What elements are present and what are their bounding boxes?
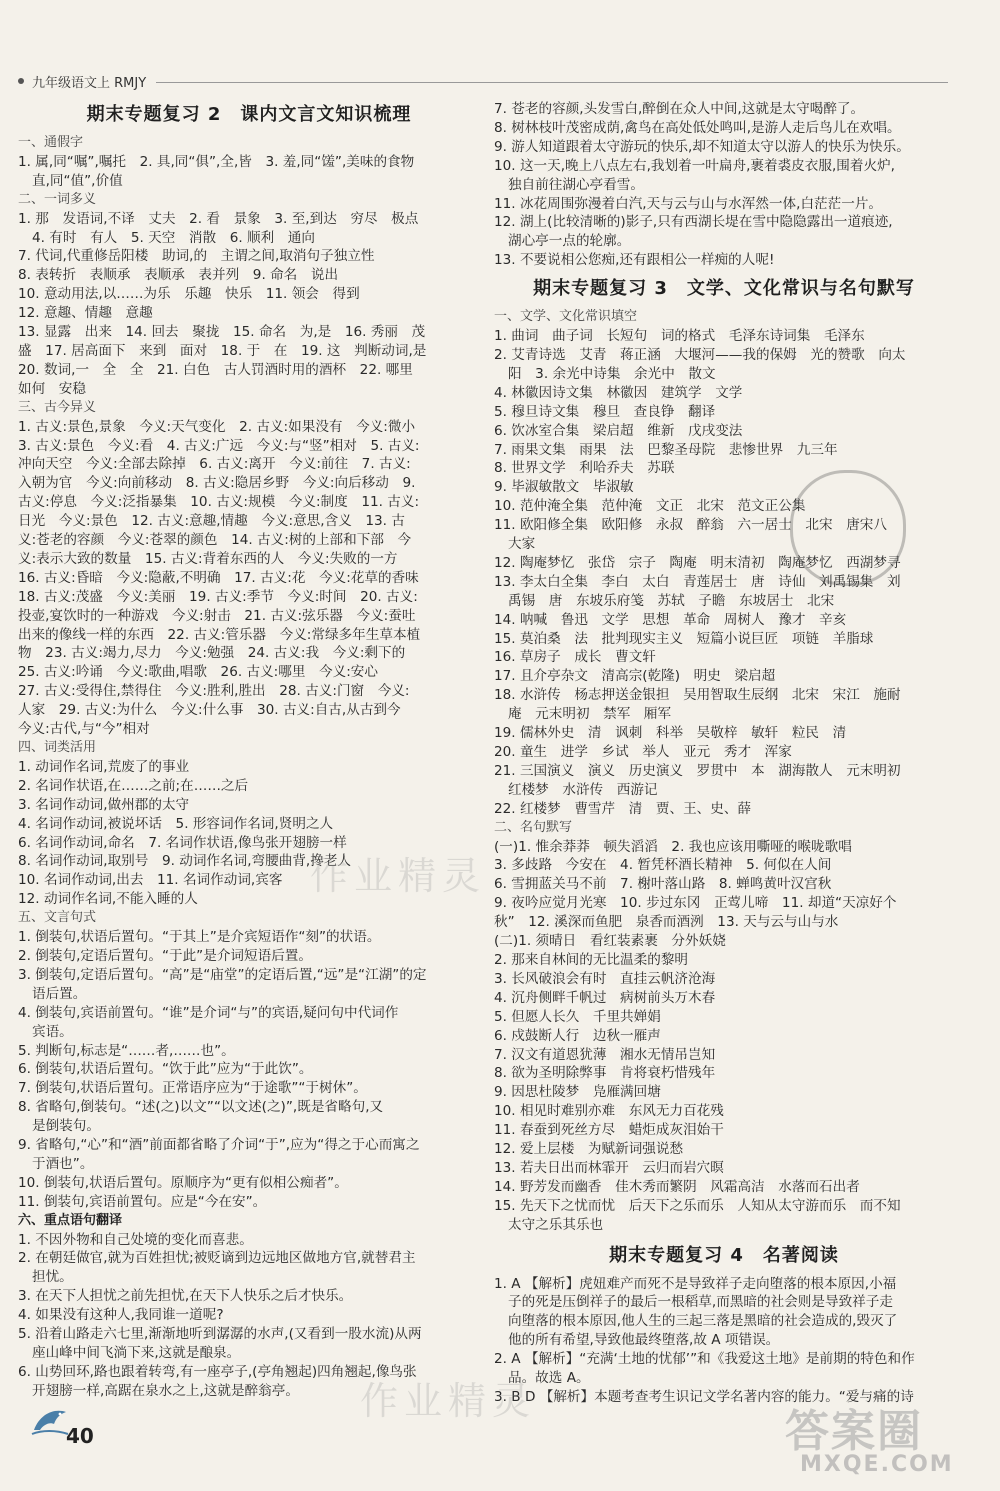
text-line: 9. 毕淑敏散文 毕淑敏 bbox=[494, 479, 634, 496]
text-line: 禹锡 唐 东坡乐府笺 苏轼 子瞻 东坡居士 北宋 bbox=[508, 592, 835, 609]
text-line: 3. 倒装句,定语后置句。“高”是“庙堂”的定语后置,“远”是“江湖”的定 bbox=[18, 966, 427, 983]
right-top-lines bbox=[494, 100, 954, 270]
text-line: 4. 沉舟侧畔千帆过 病树前头万木春 bbox=[494, 989, 716, 1006]
text-line: 4. 名词作动词,被说坏话 5. 形容词作名词,贤明之人 bbox=[18, 815, 334, 832]
text-line: 是倒装句。 bbox=[32, 1118, 100, 1135]
text-line: 8. 世界文学 利哈乔夫 苏联 bbox=[494, 460, 675, 477]
text-line: 25. 古义:吟诵 今义:歌曲,唱歌 26. 古义:哪里 今义:安心 bbox=[18, 664, 378, 681]
text-line: 三、古今异义 bbox=[18, 399, 97, 415]
text-line: 13. 若夫日出而林霏开 云归而岩穴暝 bbox=[494, 1159, 724, 1176]
text-line: 22. 红楼梦 曹雪芹 清 贾、王、史、薛 bbox=[494, 800, 752, 817]
text-line: 10. 相见时难别亦难 东风无力百花残 bbox=[494, 1103, 724, 1120]
text-line: 20. 童生 进学 乡试 举人 亚元 秀才 浑家 bbox=[494, 744, 792, 760]
text-line: 3. B D 【解析】本题考查考生识记文学名著内容的能力。“爱与痛的诗 bbox=[494, 1389, 914, 1405]
text-line: 六、重点语句翻译 bbox=[18, 1212, 123, 1228]
text-line: 2. A 【解析】“充满‘土地的忧郁’”和《我爱这土地》是前期的特色和作 bbox=[494, 1351, 915, 1368]
text-line: 10. 意动用法,以……为乐 乐趣 快乐 11. 领会 得到 bbox=[18, 286, 360, 303]
bullet-icon bbox=[18, 78, 24, 84]
text-line: 10. 倒装句,状语后置句。原顺序为“更有似相公痴者”。 bbox=[18, 1174, 348, 1191]
text-line: 6. 戍鼓断人行 边秋一雁声 bbox=[494, 1027, 661, 1044]
text-line: 11. 倒装句,宾语前置句。应是“今在安”。 bbox=[18, 1193, 267, 1210]
text-line: 10. 名词作动词,出去 11. 名词作动词,宾客 bbox=[18, 872, 283, 889]
text-line: 投壶,宴饮时的一种游戏 今义:射击 21. 古义:弦乐器 今义:蚕吐 bbox=[18, 607, 416, 624]
text-line: 7. 苍老的容颜,头发雪白,醉倒在众人中间,这就是太守喝醉了。 bbox=[494, 101, 865, 117]
text-line: 11. 冰花周围弥漫着白汽,天与云与山与水浑然一体,白茫茫一片。 bbox=[494, 195, 883, 212]
text-line: 担忧。 bbox=[32, 1269, 73, 1286]
text-line: (二)1. 须晴日 看红装素裹 分外妖娆 bbox=[494, 933, 726, 950]
text-line: 8. 省略句,倒装句。“述(之)以文”“以文述(之)”,既是省略句,又 bbox=[18, 1099, 384, 1116]
text-line: 1. 倒装句,状语后置句。“于其上”是介宾短语作“刻”的状语。 bbox=[18, 929, 381, 946]
watermark-url: MXQE.COM bbox=[800, 1452, 954, 1477]
text-line: 7. 倒装句,状语后置句。正常语序应为“于途歌”“于树休”。 bbox=[18, 1080, 367, 1097]
text-line: 2. 艾青诗选 艾青 蒋正涵 大堰河——我的保姆 光的赞歌 向太 bbox=[494, 346, 906, 363]
text-line: 13. 显露 出来 14. 回去 聚拢 15. 命名 为,是 16. 秀丽 茂 bbox=[18, 324, 426, 341]
text-line: 9. 因思杜陵梦 凫雁满回塘 bbox=[494, 1084, 661, 1101]
text-line: 12. 湖上(比较清晰的)影子,只有西湖长堤在雪中隐隐露出一道痕迹, bbox=[494, 214, 893, 231]
text-line: 3. 多歧路 今安在 4. 暂凭杯酒长精神 5. 何似在人间 bbox=[494, 857, 832, 874]
text-line: 13. 不要说相公您痴,还有跟相公一样痴的人呢! bbox=[494, 252, 775, 269]
text-line: 18. 水浒传 杨志押送金银担 吴用智取生辰纲 北宋 宋江 施耐 bbox=[494, 687, 901, 704]
stamp-watermark bbox=[790, 470, 906, 586]
text-line: 开翅膀一样,高踞在泉水之上,这就是醉翁亭。 bbox=[32, 1382, 299, 1399]
text-line: 6. 饮冰室合集 梁启超 维新 戊戌变法 bbox=[494, 422, 743, 439]
section-title-2: 期末专题复习 2 课内文言文知识梳理 bbox=[86, 104, 412, 125]
left-lines bbox=[18, 134, 480, 1401]
text-line: 3. 名词作动词,做州郡的太守 bbox=[18, 796, 190, 813]
text-line: 四、词类活用 bbox=[18, 740, 97, 755]
text-line: 义:表示大致的数量 15. 古义:背着东西的人 今义:失败的一方 bbox=[18, 550, 398, 567]
text-line: 10. 这一天,晚上八点左右,我划着一叶扁舟,裹着裘皮衣服,围着火炉, bbox=[494, 157, 895, 174]
text-line: 27. 古义:受得住,禁得住 今义:胜利,胜出 28. 古义:门窗 今义: bbox=[18, 683, 410, 700]
text-line: 2. 那来自林间的无比温柔的黎明 bbox=[494, 951, 689, 968]
page-header bbox=[18, 70, 948, 92]
text-line: 太守之乐其乐也 bbox=[508, 1216, 604, 1233]
header-rule bbox=[156, 82, 948, 83]
text-line: 17. 且介亭杂文 清高宗(乾隆) 明史 梁启超 bbox=[494, 668, 776, 685]
text-line: 1. 古义:景色,景象 今义:天气变化 2. 古义:如果没有 今义:微小 bbox=[18, 418, 416, 435]
text-line: 1. 动词作名词,荒废了的事业 bbox=[18, 758, 190, 775]
text-line: 3. 长风破浪会有时 直挂云帆济沧海 bbox=[494, 970, 716, 987]
text-line: 入朝为官 今义:向前移动 8. 古义:隐居乡野 今义:向后移动 9. bbox=[18, 475, 416, 492]
text-line: 19. 儒林外史 清 讽刺 科举 吴敬梓 敏轩 粒民 清 bbox=[494, 725, 847, 742]
right-bottom-lines bbox=[494, 1275, 954, 1407]
text-line: 一、文学、文化常识填空 bbox=[494, 309, 638, 325]
text-line: 20. 数词,一 全 全 21. 白色 古人罚酒时用的酒杯 22. 哪里 bbox=[18, 361, 413, 378]
text-line: (一)1. 惟余莽莽 顿失滔滔 2. 我也应该用嘶哑的喉咙歌唱 bbox=[494, 838, 852, 855]
text-line: 7. 雨果文集 雨果 法 巴黎圣母院 悲惨世界 九三年 bbox=[494, 441, 838, 458]
text-line: 二、名句默写 bbox=[494, 819, 573, 835]
text-line: 1. A 【解析】虎妞难产而死不是导致祥子走向堕落的根本原因,小福 bbox=[494, 1275, 897, 1292]
text-line: 7. 汉文有道恩犹薄 湘水无情吊岂知 bbox=[494, 1046, 716, 1063]
text-line: 12. 爱上层楼 为赋新词强说愁 bbox=[494, 1141, 684, 1158]
section-title-3: 期末专题复习 3 文学、文化常识与名句默写 bbox=[533, 278, 915, 300]
text-line: 3. 在天下人担忧之前先担忧,在天下人快乐之后才快乐。 bbox=[18, 1288, 353, 1305]
page-number: 40 bbox=[66, 1424, 94, 1448]
text-line: 7. 代词,代重修岳阳楼 助词,的 主谓之间,取消句子独立性 bbox=[18, 248, 375, 265]
text-line: 12. 意趣、情趣 意趣 bbox=[18, 305, 153, 322]
text-line: 9. 夜吟应觉月光寒 10. 步过东冈 正莺儿啼 11. 却道“天凉好个 bbox=[494, 895, 897, 912]
text-line: 10. 范仲淹全集 范仲淹 文正 北宋 范文正公集 bbox=[494, 498, 806, 515]
text-line: 冲向天空 今义:全部去除掉 6. 古义:离开 今义:前往 7. 古义: bbox=[18, 456, 411, 473]
text-line: 4. 如果没有这种人,我同谁一道呢? bbox=[18, 1307, 224, 1324]
text-line: 14. 呐喊 鲁迅 文学 思想 革命 周树人 豫才 辛亥 bbox=[494, 611, 847, 628]
text-line: 5. 判断句,标志是“……者,……也”。 bbox=[18, 1042, 235, 1059]
header-text: 九年级语文上 RMJY bbox=[32, 75, 147, 91]
text-line: 1. 不因外物和自己处境的变化而喜悲。 bbox=[18, 1231, 253, 1248]
text-line: 21. 三国演义 演义 历史演义 罗贯中 本 湖海散人 元末明初 bbox=[494, 762, 901, 779]
text-line: 4. 倒装句,宾语前置句。“谁”是介词“与”的宾语,疑问句中代词作 bbox=[18, 1004, 399, 1021]
text-line: 2. 名词作状语,在……之前;在……之后 bbox=[18, 777, 249, 794]
text-line: 盛 17. 居高面下 来到 面对 18. 于 在 19. 这 判断动词,是 bbox=[18, 342, 427, 359]
text-line: 大家 bbox=[508, 536, 536, 553]
text-line: 秋” 12. 溪深而鱼肥 泉香而酒洌 13. 天与云与山与水 bbox=[494, 914, 839, 931]
text-line: 15. 莫泊桑 法 批判现实主义 短篇小说巨匠 项链 羊脂球 bbox=[494, 630, 874, 647]
text-line: 16. 古义:昏暗 今义:隐蔽,不明确 17. 古义:花 今义:花草的香味 bbox=[18, 569, 419, 586]
text-line: 8. 名词作动词,取别号 9. 动词作名词,弯腰曲背,搀老人 bbox=[18, 853, 352, 870]
text-line: 日光 今义:景色 12. 古义:意趣,情趣 今义:意思,含义 13. 古 bbox=[18, 513, 405, 530]
text-line: 义:苍老的容颜 今义:苍翠的颜色 14. 古义:树的上部和下部 今 bbox=[18, 532, 412, 549]
text-line: 18. 古义:茂盛 今义:美丽 19. 古义:季节 今义:时间 20. 古义: bbox=[18, 588, 418, 605]
text-line: 11. 欧阳修全集 欧阳修 永叔 醉翁 六一居士 北宋 唐宋八 bbox=[494, 517, 887, 534]
text-line: 红楼梦 水浒传 西游记 bbox=[508, 781, 658, 798]
text-line: 物 23. 古义:竭力,尽力 今义:勉强 24. 古义:我 今义:剩下的 bbox=[18, 645, 406, 662]
text-line: 14. 野芳发而幽香 佳木秀而繁阴 风霜高洁 水落而石出者 bbox=[494, 1178, 860, 1195]
text-line: 3. 古义:景色 今义:看 4. 古义:广远 今义:与“竖”相对 5. 古义: bbox=[18, 437, 420, 454]
text-line: 4. 有时 有人 5. 天空 消散 6. 顺利 通向 bbox=[32, 229, 315, 246]
text-line: 9. 游人知道跟着太守游玩的快乐,却不知道太守以游人的快乐为快乐。 bbox=[494, 138, 910, 155]
watermark-text: 作业精灵 bbox=[360, 1379, 537, 1423]
text-line: 13. 李太白全集 李白 太白 青莲居士 唐 诗仙 刘禹锡集 刘 bbox=[494, 573, 901, 590]
text-line: 4. 林徽因诗文集 林徽因 建筑学 文学 bbox=[494, 384, 743, 401]
text-line: 16. 草房子 成长 曹文轩 bbox=[494, 649, 656, 666]
left-column bbox=[18, 100, 480, 1401]
text-line: 12. 陶庵梦忆 张岱 宗子 陶庵 明末清初 陶庵梦忆 西湖梦寻 bbox=[494, 554, 901, 571]
text-line: 古义:停息 今义:泛指暴集 10. 古义:规模 今义:制度 11. 古义: bbox=[18, 494, 420, 511]
text-line: 5. 穆旦诗文集 穆旦 查良铮 翻译 bbox=[494, 403, 716, 420]
text-line: 子的死是压倒祥子的最后一根稻草,而黑暗的社会则是导致祥子走 bbox=[508, 1294, 893, 1311]
text-line: 2. 在朝廷做官,就为百姓担忧;被贬谪到边远地区做地方官,就替君主 bbox=[18, 1250, 416, 1267]
text-line: 向堕落的根本原因,他人生的三起三落是黑暗的社会造成的,毁灭了 bbox=[508, 1313, 898, 1330]
text-line: 6. 倒装句,状语后置句。“饮于此”应为“于此饮”。 bbox=[18, 1061, 313, 1078]
text-line: 语后置。 bbox=[32, 985, 87, 1002]
watermark-logo: 答案圈 bbox=[785, 1406, 923, 1457]
text-line: 独自前往湖心亭看雪。 bbox=[508, 176, 644, 193]
dolphin-icon bbox=[30, 1400, 70, 1440]
text-line: 15. 先天下之忧而忧 后天下之乐而乐 人知从太守游而乐 而不知 bbox=[494, 1197, 901, 1214]
text-line: 9. 省略句,“心”和“酒”前面都省略了介词“于”,应为“得之于心而寓之 bbox=[18, 1137, 420, 1154]
text-line: 6. 名词作动词,命名 7. 名词作状语,像鸟张开翅膀一样 bbox=[18, 834, 347, 851]
text-line: 5. 但愿人长久 千里共婵娟 bbox=[494, 1008, 661, 1025]
watermark-text: 作业精灵 bbox=[310, 854, 487, 898]
text-line: 11. 春蚕到死丝方尽 蜡炬成灰泪始干 bbox=[494, 1122, 724, 1139]
text-line: 阳 3. 余光中诗集 余光中 散文 bbox=[508, 365, 716, 382]
text-line: 他的所有希望,导致他最终堕落,故 A 项错误。 bbox=[508, 1332, 780, 1349]
section-title-4: 期末专题复习 4 名著阅读 bbox=[609, 1244, 839, 1266]
text-line: 二、一词多义 bbox=[18, 191, 97, 207]
text-line: 1. 曲词 曲子词 长短句 词的格式 毛泽东诗词集 毛泽东 bbox=[494, 328, 865, 345]
text-line: 12. 动词作名词,不能入睡的人 bbox=[18, 891, 198, 908]
text-line: 直,同“值”,价值 bbox=[32, 172, 123, 189]
text-line: 出来的像线一样的东西 22. 古义:管乐器 今义:常绿多年生草本植 bbox=[18, 626, 421, 643]
text-line: 今义:古代,与“今”相对 bbox=[18, 721, 150, 738]
text-line: 人家 29. 古义:为什么 今义:什么事 30. 古义:自古,从古到今 bbox=[18, 702, 401, 719]
text-line: 6. 山势回环,路也跟着转弯,有一座亭子,(亭角翘起)四角翘起,像鸟张 bbox=[18, 1363, 417, 1380]
text-line: 5. 沿着山路走六七里,渐渐地听到潺潺的水声,(又看到一股水流)从两 bbox=[18, 1326, 422, 1343]
text-line: 1. 属,同“嘱”,嘱托 2. 具,同“俱”,全,皆 3. 羞,同“馐”,美味的食物 bbox=[18, 153, 415, 170]
text-line: 于酒也”。 bbox=[32, 1155, 94, 1172]
right-column bbox=[494, 100, 954, 1407]
text-line: 湖心亭一点的轮廓。 bbox=[508, 233, 631, 250]
text-line: 8. 欲为圣明除弊事 肯将衰朽惜残年 bbox=[494, 1065, 716, 1082]
text-line: 1. 那 发语词,不译 丈夫 2. 看 景象 3. 至,到达 穷尽 极点 bbox=[18, 210, 419, 227]
text-line: 五、文言句式 bbox=[18, 910, 97, 926]
text-line: 8. 表转折 表顺承 表顺承 表并列 9. 命名 说出 bbox=[18, 267, 339, 284]
text-line: 2. 倒装句,定语后置句。“于此”是介词短语后置。 bbox=[18, 947, 312, 964]
text-line: 宾语。 bbox=[32, 1023, 73, 1040]
text-line: 6. 雪拥蓝关马不前 7. 榭叶落山路 8. 蝉鸣黄叶汉宫秋 bbox=[494, 876, 832, 893]
text-line: 座山峰中间飞淌下来,这就是酿泉。 bbox=[32, 1345, 241, 1361]
text-line: 一、通假字 bbox=[18, 135, 84, 150]
text-line: 庵 元末明初 禁军 厢军 bbox=[508, 706, 672, 723]
text-line: 品。故选 A。 bbox=[508, 1370, 590, 1387]
text-line: 如何 安稳 bbox=[18, 380, 86, 397]
text-line: 8. 树林枝叶茂密成荫,禽鸟在高处低处鸣叫,是游人走后鸟儿在欢唱。 bbox=[494, 119, 901, 136]
right-mid-lines bbox=[494, 308, 954, 1234]
